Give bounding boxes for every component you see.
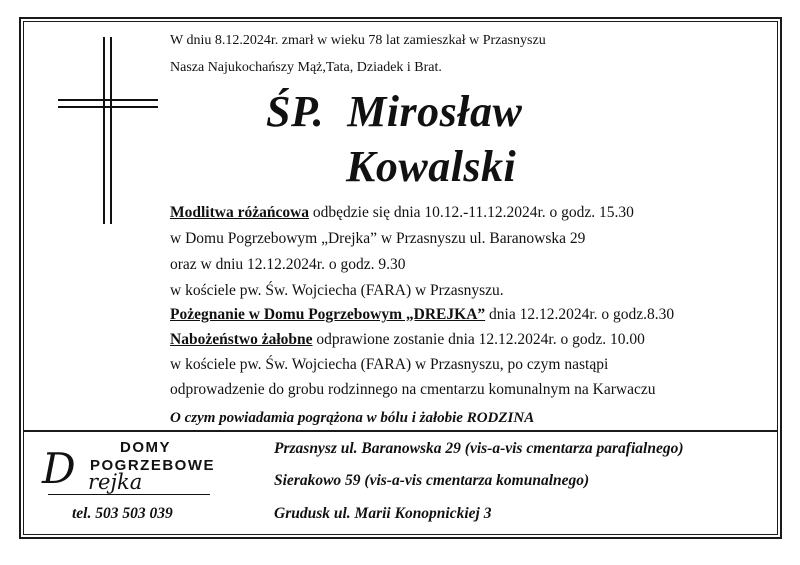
farewell-label: Pożegnanie w Domu Pogrzebowym „DREJKA”: [170, 306, 486, 323]
mass-label: Nabożeństwo żałobne: [170, 331, 313, 348]
rosary-line-1: [170, 204, 634, 222]
rosary-line-2: w Domu Pogrzebowym „Drejka” w Przasnyszu ul. Baranowska 29: [170, 230, 586, 247]
deceased-first-name: Mirosław: [347, 87, 523, 136]
rosary-text-1: odbędzie się dnia 10.12.-11.12.2024r. o godz. 15.30: [309, 204, 634, 221]
logo-line-2: POGRZEBOWE: [90, 457, 216, 474]
intro-line-2: Nasza Najukochańszy Mąż,Tata, Dziadek i Brat.: [170, 60, 442, 75]
logo-line-1: DOMY: [120, 439, 171, 456]
deceased-title-first-name: [266, 86, 522, 137]
mass-line-2: w kościele pw. Św. Wojciecha (FARA) w Przasnyszu, po czym nastąpi: [170, 356, 609, 373]
phone-number: tel. 503 503 039: [72, 505, 173, 522]
logo-initial: D: [42, 444, 76, 493]
farewell-text: dnia 12.12.2024r. o godz.8.30: [485, 306, 675, 323]
divider: [23, 430, 778, 432]
rosary-line-4: w kościele pw. Św. Wojciecha (FARA) w Przasnyszu.: [170, 282, 504, 299]
mass-text-1: odprawione zostanie dnia 12.12.2024r. o godz. 10.00: [312, 331, 645, 348]
rosary-label: Modlitwa różańcowa: [170, 204, 310, 221]
address-2: Sierakowo 59 (vis-a-vis cmentarza komunalnego): [274, 472, 590, 489]
mass-line-3: odprowadzenie do grobu rodzinnego na cmentarzu komunalnym na Karwaczu: [170, 381, 656, 398]
rosary-line-3: oraz w dniu 12.12.2024r. o godz. 9.30: [170, 256, 406, 273]
logo-script: rejka: [88, 470, 143, 494]
closing-line: O czym powiadamia pogrążona w bólu i żałobie RODZINA: [170, 410, 535, 426]
mass-line-1: [170, 331, 645, 349]
intro-line-1: W dniu 8.12.2024r. zmarł w wieku 78 lat zamieszkał w Przasnyszu: [170, 33, 546, 48]
address-3: Grudusk ul. Marii Konopnickiej 3: [274, 505, 492, 522]
deceased-last-name: Kowalski: [346, 142, 517, 191]
farewell-line: [170, 306, 674, 324]
address-1: Przasnysz ul. Baranowska 29 (vis-a-vis cmentarza parafialnego): [274, 440, 684, 457]
deceased-title: ŚP.: [266, 87, 325, 136]
